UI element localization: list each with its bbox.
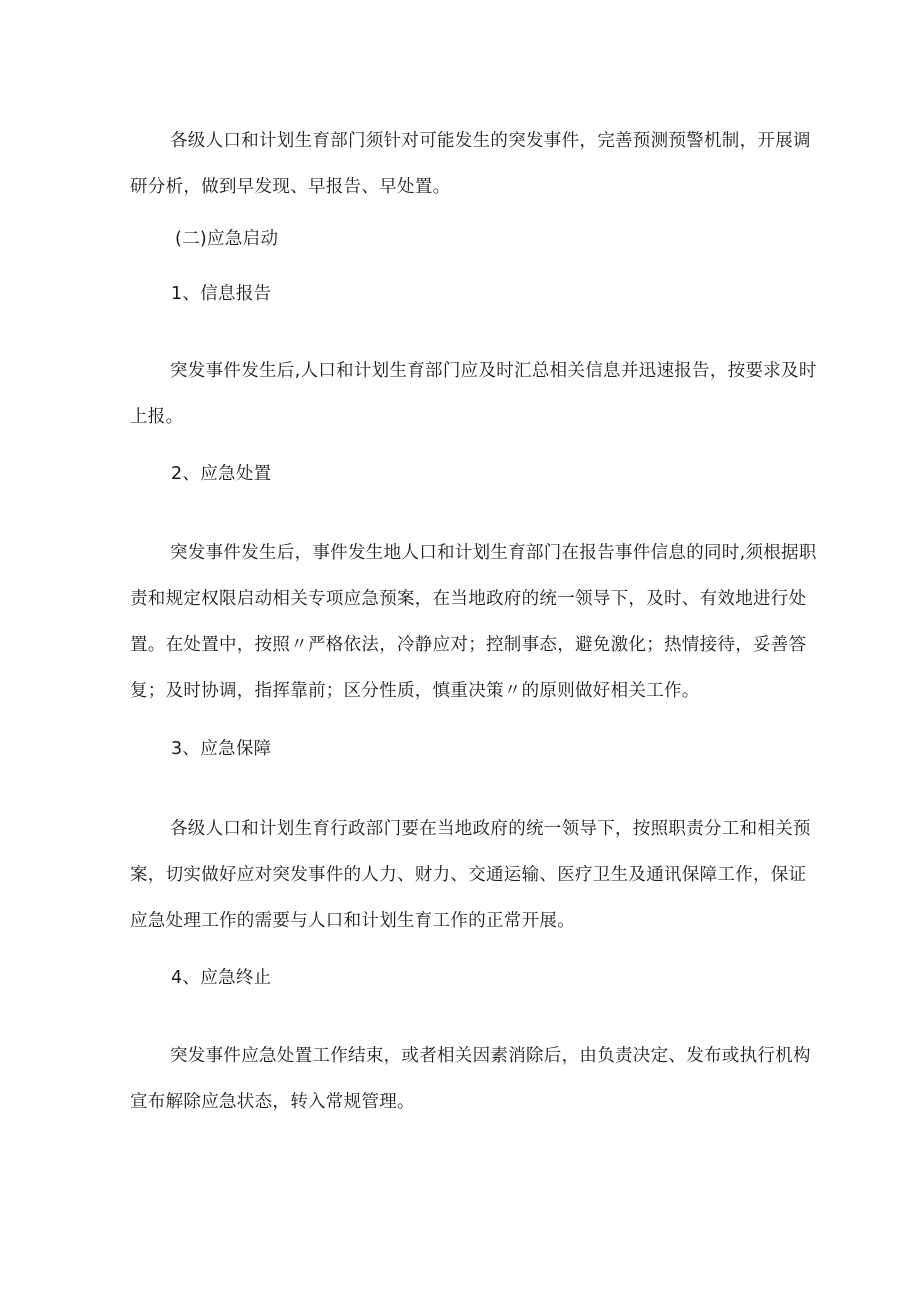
section-heading-emergency-handling — [171, 451, 271, 497]
paragraph-line: 上报。 — [130, 407, 184, 427]
heading-text: 3、应急保障 — [171, 739, 272, 759]
paragraph-line: 案，切实做好应对突发事件的人力、财力、交通运输、医疗卫生及通讯保障工作，保证 — [130, 865, 807, 885]
paragraph-emergency-handling — [130, 530, 817, 714]
paragraph-line: 置。在处置中，按照〃严格依法，冷静应对；控制事态，避免激化；热情接待，妥善答 — [130, 635, 807, 655]
paragraph-early-warning — [130, 118, 811, 210]
section-heading-info-report — [171, 271, 271, 317]
paragraph-line: 研分析，做到早发现、早报告、早处置。 — [130, 177, 451, 197]
paragraph-emergency-support — [130, 806, 811, 944]
heading-text: 1、信息报告 — [171, 284, 272, 304]
paragraph-info-report — [130, 348, 817, 440]
heading-text: 2、应急处置 — [171, 464, 272, 484]
paragraph-line: 应急处理工作的需要与人口和计划生育工作的正常开展。 — [130, 911, 575, 931]
section-heading-emergency-start — [175, 216, 278, 262]
heading-text: 4、应急终止 — [171, 968, 272, 988]
section-heading-emergency-support — [171, 726, 271, 772]
paragraph-line: 责和规定权限启动相关专项应急预案，在当地政府的统一领导下，及时、有效地进行处 — [130, 589, 807, 609]
section-heading-emergency-end — [171, 955, 271, 1001]
paragraph-line: 突发事件发生后，事件发生地人口和计划生育部门在报告事件信息的同时,须根据职 — [170, 543, 817, 563]
paragraph-line: 突发事件发生后,人口和计划生育部门应及时汇总相关信息并迅速报告，按要求及时 — [170, 361, 817, 381]
paragraph-line: 宣布解除应急状态，转入常规管理。 — [130, 1092, 415, 1112]
heading-text: (二)应急启动 — [175, 229, 279, 249]
paragraph-line: 复；及时协调，指挥靠前；区分性质，慎重决策〃的原则做好相关工作。 — [130, 681, 700, 701]
paragraph-emergency-end — [130, 1033, 811, 1125]
paragraph-line: 各级人口和计划生育部门须针对可能发生的突发事件，完善预测预警机制，开展调 — [170, 131, 811, 151]
paragraph-line: 突发事件应急处置工作结束，或者相关因素消除后，由负责决定、发布或执行机构 — [170, 1046, 811, 1066]
paragraph-line: 各级人口和计划生育行政部门要在当地政府的统一领导下，按照职责分工和相关预 — [170, 819, 811, 839]
